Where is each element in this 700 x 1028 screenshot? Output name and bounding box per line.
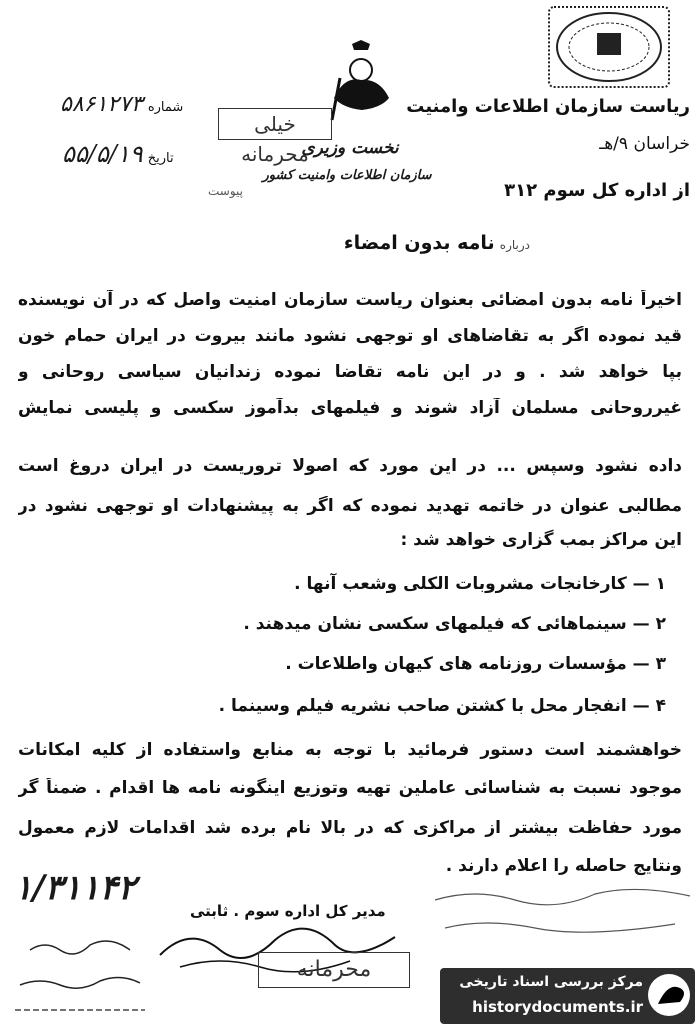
list-item-number: ۳ (655, 654, 666, 674)
handwritten-right-notes (430, 880, 695, 940)
list-item-number: ۴ (655, 696, 666, 716)
confidential-stamp (258, 952, 410, 988)
body-line-7: این مراکز بمب گزاری خواهد شد : (400, 530, 682, 550)
watermark-line-1: مرکز بررسی اسناد تاریخی (459, 974, 643, 990)
top-secret-stamp-text: خیلی محرمانه (241, 112, 309, 166)
list-item-text: انفجار محل با کشتن صاحب نشریه فیلم وسینما . (218, 696, 627, 716)
emblem-caption-pm: نخست وزیری (301, 138, 399, 158)
margin-notes-scribble-icon (10, 930, 160, 1020)
attachment-label: پیوست (208, 184, 243, 198)
list-item: ۱ — کارخانجات مشروبات الکلی وشعب آنها . (294, 574, 666, 594)
date-value: ۵۵/۵/۱۹ (62, 140, 143, 168)
list-item-text: سینماهائی که فیلمهای سکسی نشان میدهند . (243, 614, 627, 634)
date-field (62, 140, 174, 168)
body-line-2: قید نموده اگر به تقاضاهای او توجهی نشود مانند بیروت در ایران حمام خون (18, 326, 682, 346)
body-line-6: مطالبی عنوان در خاتمه تهدید نموده که اگر به پیشنهادات او توجهی نشود در (18, 496, 682, 516)
closing-line-1: خواهشمند است دستور فرمائید با توجه به منابع واستفاده از کلیه امکانات (18, 740, 682, 760)
list-item-text: مؤسسات روزنامه های کیهان واطلاعات . (285, 654, 627, 674)
number-value: ۵۸۶۱۲۷۳ (60, 92, 143, 117)
subject-line (200, 232, 530, 254)
attachment-field (208, 180, 243, 199)
list-item: ۲ — سینماهائی که فیلمهای سکسی نشان میدهند . (243, 614, 666, 634)
handwritten-reference-number: ۱/۳۱۱۴۲ (14, 868, 136, 908)
watermark-logo-icon (648, 974, 690, 1016)
signature-title: مدیر کل اداره سوم . ثابتی (190, 902, 386, 920)
right-notes-scribble-icon (430, 880, 695, 940)
watermark-line-2: historydocuments.ir (472, 998, 643, 1016)
top-secret-stamp (218, 108, 332, 166)
body-line-1: اخیراً نامه بدون امضائی بعنوان ریاست سازمان امنیت واصل که در آن نویسنده (18, 290, 682, 310)
closing-line-2: موجود نسبت به شناسائی عاملین تهیه وتوزیع اینگونه نامه ها اقدام . ضمناً گر (18, 778, 682, 798)
list-item-text: کارخانجات مشروبات الکلی وشعب آنها . (294, 574, 627, 594)
royal-seal-stamp (548, 6, 670, 88)
list-item-number: ۱ (655, 574, 666, 594)
list-item: ۴ — انفجار محل با کشتن صاحب نشریه فیلم وسینما . (218, 696, 666, 716)
list-item-number: ۲ (655, 614, 666, 634)
closing-line-4: ونتایج حاصله را اعلام دارند . (445, 856, 682, 876)
handwritten-margin-notes (10, 930, 160, 1020)
subject-text: نامه بدون امضاء (343, 232, 495, 254)
emblem-caption-savak: سازمان اطلاعات وامنیت کشور (262, 168, 432, 183)
lion-sun-icon (322, 38, 400, 130)
org-line-1: ریاست سازمان اطلاعات وامنیت (406, 96, 690, 117)
body-line-4: غیرروحانی مسلمان آزاد شوند و فیلمهای بدآموز سکسی و پلیسی نمایش (18, 398, 682, 418)
date-label: تاریخ (147, 151, 174, 166)
seal-emblem-icon (550, 8, 668, 86)
body-line-5: داده نشود وسپس ... در این مورد که اصولا تروریست در ایران دروغ است (18, 456, 682, 476)
watermark-box (440, 968, 695, 1024)
list-item: ۳ — مؤسسات روزنامه های کیهان واطلاعات . (285, 654, 666, 674)
number-label: شماره (147, 100, 184, 115)
org-line-2: خراسان ۹/هـ (599, 134, 690, 154)
subject-label: درباره (499, 238, 530, 252)
body-line-3: بپا خواهد شد . و در این نامه تقاضا نموده زندانیان سیاسی روحانی و (18, 362, 682, 382)
department-line: از اداره کل سوم ۳۱۲ (504, 180, 690, 201)
number-field (60, 92, 183, 117)
lion-and-sun-emblem (322, 38, 400, 130)
confidential-stamp-text: محرمانه (296, 957, 372, 982)
closing-line-3: مورد حفاظت بیشتر از مراکزی که در بالا نام برده شد اقدامات لازم معمول (18, 818, 682, 838)
archive-logo-icon (648, 974, 690, 1016)
